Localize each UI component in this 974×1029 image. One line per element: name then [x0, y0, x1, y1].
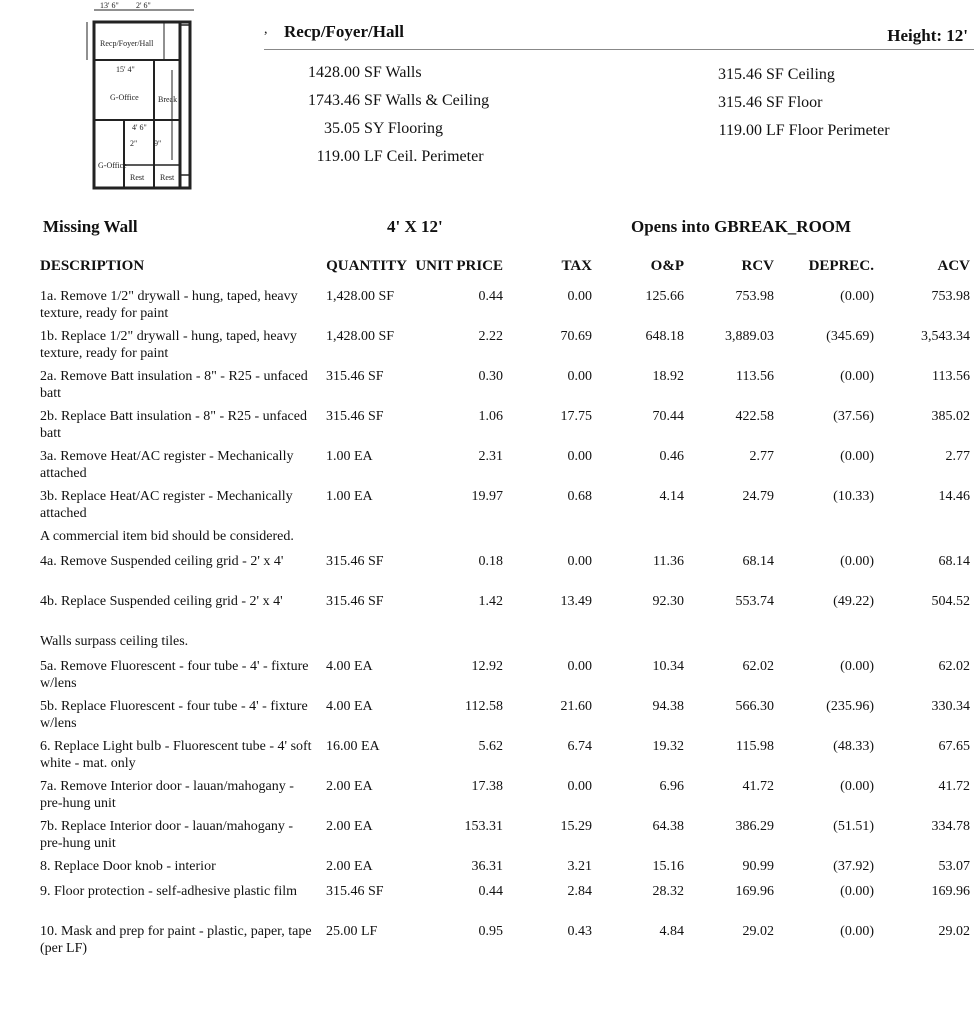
- item-description: 2a. Remove Batt insulation - 8" - R25 - unfaced batt: [40, 369, 308, 401]
- item-unit-price: 1.06: [478, 409, 503, 424]
- table-row: [40, 738, 970, 778]
- item-description: 10. Mask and prep for paint - plastic, paper, tape (per LF): [40, 924, 312, 956]
- item-rcv: 41.72: [742, 779, 774, 794]
- item-unit-price: 17.38: [471, 779, 503, 794]
- table-row: [40, 408, 970, 448]
- table-row: [40, 778, 970, 818]
- item-unit-price: 0.44: [478, 289, 503, 304]
- item-quantity: 1.00 EA: [326, 449, 373, 464]
- stat-value: 35.05: [324, 120, 360, 137]
- stat-value: 119.00: [718, 122, 762, 139]
- item-op: 4.14: [659, 489, 684, 504]
- item-quantity: 315.46 SF: [326, 884, 384, 899]
- item-op: 94.38: [652, 699, 684, 714]
- item-description: 4a. Remove Suspended ceiling grid - 2' x 4': [40, 554, 284, 569]
- item-deprec: (0.00): [840, 554, 874, 569]
- item-acv: 504.52: [931, 594, 970, 609]
- item-tax: 2.84: [567, 884, 592, 899]
- table-row: [40, 368, 970, 408]
- table-row: [40, 488, 970, 528]
- table-header-row: [40, 258, 970, 288]
- line-items-body: [40, 288, 970, 963]
- item-description: 6. Replace Light bulb - Fluorescent tube - 4' soft white - mat. only: [40, 739, 312, 771]
- item-unit-price: 0.95: [478, 924, 503, 939]
- stat-row: [250, 148, 484, 166]
- item-quantity: 315.46 SF: [326, 594, 384, 609]
- item-acv: 3,543.34: [921, 329, 970, 344]
- item-quantity: 25.00 LF: [326, 924, 378, 939]
- sketch-label: 9": [154, 139, 162, 148]
- sketch-label: 13' 6": [100, 1, 119, 10]
- item-quantity: 16.00 EA: [326, 739, 380, 754]
- stat-row: [704, 66, 835, 84]
- item-tax: 6.74: [567, 739, 592, 754]
- item-op: 10.34: [652, 659, 684, 674]
- stat-label: SF Ceiling: [766, 66, 835, 83]
- bullet-mark: ,: [264, 22, 268, 37]
- col-header-op: O&P: [650, 258, 684, 274]
- item-quantity: 315.46 SF: [326, 369, 384, 384]
- table-row: [40, 658, 970, 698]
- item-rcv: 386.29: [735, 819, 774, 834]
- item-quantity: 2.00 EA: [326, 779, 373, 794]
- table-row: [40, 883, 970, 923]
- item-deprec: (0.00): [840, 779, 874, 794]
- stat-label: SF Floor: [766, 94, 823, 111]
- col-header-description: DESCRIPTION: [40, 258, 145, 274]
- item-deprec: (0.00): [840, 449, 874, 464]
- item-deprec: (0.00): [840, 659, 874, 674]
- item-unit-price: 36.31: [471, 859, 503, 874]
- stat-label: SF Walls & Ceiling: [364, 92, 490, 109]
- missing-wall-opens: Opens into GBREAK_ROOM: [631, 217, 852, 236]
- table-row: [40, 553, 970, 593]
- item-op: 15.16: [652, 859, 684, 874]
- item-deprec: (0.00): [840, 369, 874, 384]
- sketch-label: G-Office: [110, 93, 139, 102]
- item-unit-price: 112.58: [465, 699, 503, 714]
- item-acv: 334.78: [931, 819, 970, 834]
- stat-value: 1743.46: [308, 92, 360, 109]
- item-deprec: (49.22): [833, 594, 874, 609]
- item-unit-price: 0.44: [478, 884, 503, 899]
- stat-label: LF Floor Perimeter: [766, 122, 890, 139]
- item-rcv: 115.98: [736, 739, 774, 754]
- stat-row: [704, 122, 890, 140]
- sketch-label: Break: [158, 95, 178, 104]
- item-deprec: (235.96): [826, 699, 874, 714]
- item-tax: 15.29: [560, 819, 592, 834]
- item-op: 6.96: [659, 779, 684, 794]
- item-unit-price: 1.42: [478, 594, 503, 609]
- item-rcv: 29.02: [742, 924, 774, 939]
- item-quantity: 1.00 EA: [326, 489, 373, 504]
- table-row: [40, 593, 970, 633]
- item-rcv: 62.02: [742, 659, 774, 674]
- item-acv: 29.02: [938, 924, 970, 939]
- item-op: 70.44: [652, 409, 684, 424]
- col-header-rcv: RCV: [741, 258, 774, 274]
- item-acv: 53.07: [938, 859, 970, 874]
- item-rcv: 566.30: [735, 699, 774, 714]
- item-description: 9. Floor protection - self-adhesive plastic film: [40, 884, 297, 899]
- item-tax: 13.49: [560, 594, 592, 609]
- stat-row: [250, 92, 489, 110]
- item-rcv: 422.58: [735, 409, 774, 424]
- item-quantity: 1,428.00 SF: [326, 289, 395, 304]
- item-rcv: 113.56: [736, 369, 774, 384]
- item-quantity: 2.00 EA: [326, 819, 373, 834]
- item-op: 0.46: [659, 449, 684, 464]
- item-unit-price: 0.18: [478, 554, 503, 569]
- sketch-label: G-Office: [98, 161, 127, 170]
- item-description: 7b. Replace Interior door - lauan/mahogany - pre-hung unit: [40, 819, 294, 851]
- sketch-label: 15' 4": [116, 65, 135, 74]
- item-op: 19.32: [652, 739, 684, 754]
- table-row: [40, 698, 970, 738]
- col-header-unit-price: UNIT PRICE: [415, 258, 503, 274]
- sketch-label: Recp/Foyer/Hall: [100, 39, 154, 48]
- table-row: [40, 448, 970, 488]
- item-rcv: 68.14: [742, 554, 774, 569]
- item-rcv: 553.74: [735, 594, 774, 609]
- item-op: 64.38: [652, 819, 684, 834]
- item-description: 1b. Replace 1/2" drywall - hung, taped, heavy texture, ready for paint: [40, 329, 297, 361]
- sketch-label: 4' 6": [132, 123, 147, 132]
- item-tax: 21.60: [560, 699, 592, 714]
- item-description: 1a. Remove 1/2" drywall - hung, taped, heavy texture, ready for paint: [40, 289, 298, 321]
- item-rcv: 3,889.03: [725, 329, 774, 344]
- sketch-label: 2' 6": [136, 1, 151, 10]
- table-row: [40, 328, 970, 368]
- item-op: 18.92: [652, 369, 684, 384]
- item-tax: 0.00: [567, 659, 592, 674]
- item-rcv: 90.99: [742, 859, 774, 874]
- col-header-deprec: DEPREC.: [808, 258, 874, 274]
- item-description: 5a. Remove Fluorescent - four tube - 4' - fixture w/lens: [40, 659, 309, 691]
- item-rcv: 2.77: [749, 449, 774, 464]
- item-unit-price: 12.92: [471, 659, 503, 674]
- item-description: 4b. Replace Suspended ceiling grid - 2' x 4': [40, 594, 283, 609]
- item-acv: 169.96: [931, 884, 970, 899]
- missing-wall-label: Missing Wall: [43, 217, 138, 236]
- item-deprec: (37.56): [833, 409, 874, 424]
- item-tax: 17.75: [560, 409, 592, 424]
- item-acv: 62.02: [938, 659, 970, 674]
- item-op: 92.30: [652, 594, 684, 609]
- item-description: 5b. Replace Fluorescent - four tube - 4' - fixture w/lens: [40, 699, 308, 731]
- table-note-row: [40, 633, 970, 658]
- item-acv: 41.72: [938, 779, 970, 794]
- room-name: Recp/Foyer/Hall: [284, 22, 404, 41]
- stat-row: [704, 94, 822, 112]
- item-op: 125.66: [645, 289, 684, 304]
- header-rule: [264, 49, 974, 50]
- stat-value: 119.00: [316, 148, 360, 165]
- item-deprec: (0.00): [840, 289, 874, 304]
- col-header-acv: ACV: [937, 258, 970, 274]
- item-rcv: 753.98: [735, 289, 774, 304]
- col-header-tax: TAX: [561, 258, 592, 274]
- table-row: [40, 288, 970, 328]
- item-acv: 113.56: [932, 369, 970, 384]
- stat-row: [250, 64, 422, 82]
- item-acv: 330.34: [931, 699, 970, 714]
- stat-value: 315.46: [718, 66, 762, 83]
- item-quantity: 2.00 EA: [326, 859, 373, 874]
- item-unit-price: 153.31: [464, 819, 503, 834]
- item-unit-price: 0.30: [478, 369, 503, 384]
- stat-row: [250, 120, 443, 138]
- stat-value: 315.46: [718, 94, 762, 111]
- item-note: A commercial item bid should be considered.: [40, 529, 294, 544]
- item-tax: 0.00: [567, 554, 592, 569]
- item-quantity: 315.46 SF: [326, 554, 384, 569]
- item-acv: 14.46: [938, 489, 970, 504]
- item-unit-price: 5.62: [478, 739, 503, 754]
- item-tax: 0.00: [567, 449, 592, 464]
- item-rcv: 24.79: [742, 489, 774, 504]
- item-deprec: (48.33): [833, 739, 874, 754]
- col-header-quantity: QUANTITY: [326, 258, 407, 274]
- item-acv: 68.14: [938, 554, 970, 569]
- line-items-table: [40, 258, 970, 963]
- table-row: [40, 818, 970, 858]
- sketch-label: Rest: [160, 173, 175, 182]
- item-op: 11.36: [653, 554, 684, 569]
- item-description: 3a. Remove Heat/AC register - Mechanically attached: [40, 449, 294, 481]
- item-unit-price: 2.31: [478, 449, 503, 464]
- item-acv: 385.02: [931, 409, 970, 424]
- item-acv: 753.98: [931, 289, 970, 304]
- item-deprec: (345.69): [826, 329, 874, 344]
- item-op: 648.18: [645, 329, 684, 344]
- item-tax: 0.00: [567, 289, 592, 304]
- item-tax: 0.00: [567, 779, 592, 794]
- item-quantity: 315.46 SF: [326, 409, 384, 424]
- item-tax: 0.43: [567, 924, 592, 939]
- item-tax: 70.69: [560, 329, 592, 344]
- missing-wall-size: 4' X 12': [387, 217, 443, 236]
- item-acv: 67.65: [938, 739, 970, 754]
- sketch-label: 2": [130, 139, 138, 148]
- room-height: Height: 12': [887, 26, 968, 45]
- item-deprec: (37.92): [833, 859, 874, 874]
- floor-plan-sketch: [84, 0, 204, 192]
- table-note-row: [40, 528, 970, 553]
- item-op: 4.84: [659, 924, 684, 939]
- item-quantity: 4.00 EA: [326, 659, 373, 674]
- stat-value: 1428.00: [308, 64, 360, 81]
- item-tax: 0.68: [567, 489, 592, 504]
- item-deprec: (0.00): [840, 884, 874, 899]
- stat-label: SY Flooring: [364, 120, 443, 137]
- item-note: Walls surpass ceiling tiles.: [40, 634, 189, 649]
- item-quantity: 4.00 EA: [326, 699, 373, 714]
- item-acv: 2.77: [945, 449, 970, 464]
- item-description: 7a. Remove Interior door - lauan/mahogany - pre-hung unit: [40, 779, 294, 811]
- item-tax: 3.21: [567, 859, 592, 874]
- stat-label: LF Ceil. Perimeter: [364, 148, 484, 165]
- item-description: 2b. Replace Batt insulation - 8" - R25 - unfaced batt: [40, 409, 307, 441]
- item-unit-price: 2.22: [478, 329, 503, 344]
- stat-label: SF Walls: [364, 64, 422, 81]
- item-op: 28.32: [652, 884, 684, 899]
- item-description: 8. Replace Door knob - interior: [40, 859, 216, 874]
- item-deprec: (51.51): [833, 819, 874, 834]
- item-quantity: 1,428.00 SF: [326, 329, 395, 344]
- sketch-label: Rest: [130, 173, 145, 182]
- item-unit-price: 19.97: [471, 489, 503, 504]
- table-row: [40, 858, 970, 883]
- table-row: [40, 923, 970, 963]
- item-rcv: 169.96: [735, 884, 774, 899]
- item-deprec: (0.00): [840, 924, 874, 939]
- item-tax: 0.00: [567, 369, 592, 384]
- item-deprec: (10.33): [833, 489, 874, 504]
- item-description: 3b. Replace Heat/AC register - Mechanically attached: [40, 489, 293, 521]
